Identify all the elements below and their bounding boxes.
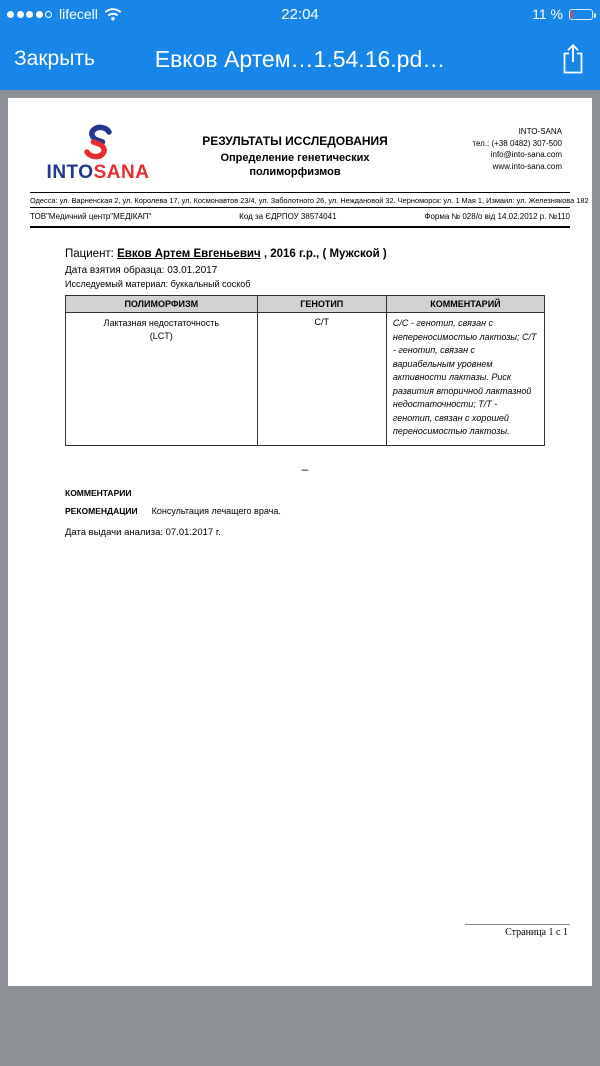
org-company: ТОВ"Медичний центр"МЕДІКАП" bbox=[30, 212, 152, 221]
results-table bbox=[65, 295, 545, 446]
status-bar bbox=[0, 0, 600, 28]
comments-heading: КОММЕНТАРИИ bbox=[65, 487, 132, 498]
logo-text-sana: SANA bbox=[93, 162, 150, 183]
org-edrpou-code: Код за ЄДРПОУ 38574041 bbox=[239, 212, 337, 221]
battery-icon bbox=[569, 9, 593, 20]
polymorphism-name: Лактазная недостаточность bbox=[103, 318, 220, 328]
clinic-email: info@into-sana.com bbox=[490, 150, 562, 160]
carrier-label: lifecell bbox=[59, 6, 98, 22]
org-form-number: Форма № 028/о від 14.02.2012 р. №110 bbox=[424, 212, 570, 221]
clinic-addresses: Одесса: ул. Варненская 2, ул. Королева 17, ул. Космонавтов 23/4, ул. Заболотного 26, ул. Неждановой 32. Черноморск: ул. 1 Мая 1, Измаил: ул. Железнякова 182 bbox=[30, 196, 589, 205]
share-button[interactable] bbox=[560, 43, 586, 75]
sample-date: Дата взятия образца: 03.01.2017 bbox=[65, 265, 218, 276]
pdf-page bbox=[8, 98, 592, 986]
share-icon bbox=[560, 43, 586, 75]
column-header-genotype: ГЕНОТИП bbox=[257, 296, 386, 313]
report-title: РЕЗУЛЬТАТЫ ИССЛЕДОВАНИЯ bbox=[202, 134, 388, 148]
wifi-icon bbox=[103, 7, 123, 21]
issue-date: Дата выдачи анализа: 07.01.2017 г. bbox=[65, 526, 221, 538]
report-titles bbox=[202, 134, 388, 180]
divider-thick bbox=[30, 226, 570, 228]
cell-polymorphism bbox=[66, 313, 258, 446]
separator-dash: – bbox=[301, 461, 309, 476]
ios-header bbox=[0, 0, 600, 90]
recommendations-text: Консультация лечащего врача. bbox=[151, 505, 281, 516]
document-title: Евков Артем…1.54.16.pd… bbox=[154, 45, 446, 72]
table-row bbox=[66, 313, 545, 446]
intosana-logo bbox=[38, 124, 158, 184]
divider bbox=[30, 192, 570, 193]
column-header-comment: КОММЕНТАРИЙ bbox=[386, 296, 544, 313]
polymorphism-gene: (LCT) bbox=[149, 330, 173, 341]
logo-s-icon bbox=[78, 124, 118, 160]
report-subtitle-line1: Определение генетических bbox=[220, 152, 370, 164]
logo-wordmark bbox=[38, 162, 158, 184]
clinic-phone: тел.: (+38 0482) 307-500 bbox=[472, 138, 562, 148]
org-info-row bbox=[30, 212, 570, 221]
patient-name: Евков Артем Евгеньевич bbox=[117, 248, 261, 260]
divider bbox=[30, 207, 570, 208]
report-header bbox=[38, 124, 562, 184]
logo-text-into: INTO bbox=[46, 162, 94, 183]
close-button[interactable]: Закрыть bbox=[14, 47, 95, 70]
report-body bbox=[65, 248, 545, 538]
battery-percent: 11 % bbox=[532, 6, 563, 22]
table-header-row bbox=[66, 296, 545, 313]
patient-details: , 2016 г.р., ( Мужской ) bbox=[260, 248, 387, 260]
status-bar-left bbox=[7, 6, 123, 22]
battery-charge-level bbox=[571, 11, 573, 18]
clock: 22:04 bbox=[281, 5, 319, 23]
report-subtitle-line2: полиморфизмов bbox=[249, 166, 341, 179]
clinic-website: www.into-sana.com bbox=[492, 161, 562, 171]
status-bar-right bbox=[532, 6, 593, 22]
clinic-contacts bbox=[432, 126, 562, 172]
patient-line bbox=[65, 248, 545, 260]
page-number: Страница 1 с 1 bbox=[465, 924, 570, 938]
nav-bar bbox=[0, 28, 600, 90]
clinic-name: INTO-SANA bbox=[518, 127, 562, 136]
test-material: Исследуемый материал: буккальный соскоб bbox=[65, 279, 251, 289]
cell-comment: С/С - генотип, связан с непереносимостью лактозы; С/Т - генотип, связан с вариабельным уровнем активности лактазы. Риск развития вторичной лактазной недостаточности; Т/Т - генотип, связан с хорошей переносимостью лактозы. bbox=[386, 313, 544, 446]
recommendations-heading: РЕКОМЕНДАЦИИ bbox=[65, 505, 138, 516]
column-header-polymorphism: ПОЛИМОРФИЗМ bbox=[66, 296, 258, 313]
pdf-viewer[interactable] bbox=[0, 90, 600, 1066]
cell-signal-icon bbox=[7, 11, 52, 18]
cell-genotype: С/Т bbox=[257, 313, 386, 446]
recommendations-line bbox=[65, 506, 545, 516]
patient-label: Пациент: bbox=[65, 248, 114, 260]
